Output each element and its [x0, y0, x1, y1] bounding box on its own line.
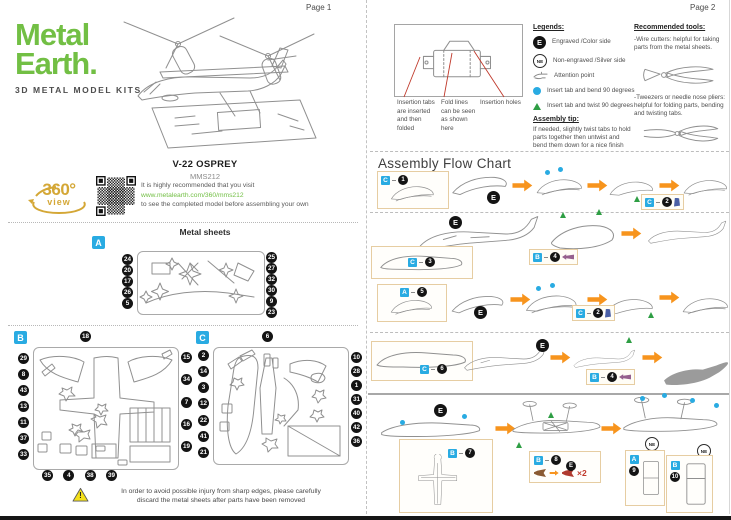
insert-bend-dot	[400, 420, 405, 425]
label-dash	[587, 313, 591, 314]
sheet-c-right-parts	[351, 352, 362, 447]
assembly-tip-text: If needed, slightly twist tabs to hold parts together then untwist and bend them down for a nice finish	[533, 126, 631, 150]
step-box-c1	[377, 171, 449, 209]
label-dash	[411, 292, 415, 293]
part-number: 28	[352, 368, 360, 375]
part-number-badge: 10	[671, 474, 679, 480]
part-number: 43	[19, 387, 27, 394]
label-dash	[392, 180, 396, 181]
insert-bend-dot	[536, 286, 541, 291]
part-number: 17	[123, 278, 131, 285]
part-number-badge: 8	[551, 455, 561, 465]
insert-bend-dot	[662, 393, 667, 398]
part-thumbnail	[562, 253, 574, 261]
part-number: 36	[352, 438, 360, 445]
part-number: 1	[351, 380, 362, 391]
legend-label: Attention point	[554, 71, 595, 79]
tools-title: Recommended tools:	[634, 24, 706, 31]
legend-insert-bend	[533, 87, 635, 95]
tools-tweezers-text: -Tweezers or needle nose pliers: helpful for folding parts, bending and twisting tabs.	[634, 94, 726, 118]
insert-twist-triangle-icon	[533, 103, 541, 110]
stage-sketch	[548, 212, 618, 254]
model-name: V-22 OSPREY	[172, 159, 238, 170]
sheet-c	[213, 347, 349, 465]
insert-bend-dot	[545, 170, 550, 175]
sheet-a-parts-drawing	[138, 252, 264, 314]
step-label-c2-mirror	[572, 305, 615, 321]
engraved-badge: E	[566, 461, 576, 471]
attention-hand-icon	[533, 71, 548, 81]
legend-engraved	[533, 36, 611, 49]
flow-divider	[370, 332, 729, 333]
sheet-a-tag: A	[92, 236, 105, 249]
osprey-line-drawing	[100, 8, 340, 156]
non-engraved-badge: NE	[697, 444, 711, 458]
sheet-b-top-parts	[80, 331, 91, 342]
label-dash	[601, 377, 605, 378]
part-number: 31	[352, 396, 360, 403]
label-dash	[459, 453, 463, 454]
red-wing-assembly-sketch	[447, 162, 511, 200]
flow-arrow-icon	[549, 351, 571, 364]
sheet-b-tag: B	[14, 331, 27, 344]
osprey-rotors-up-sketch	[508, 396, 608, 451]
b8-duplicate-row	[534, 463, 587, 478]
sheet-letter-tag: B	[534, 456, 543, 465]
part-number-badge: 1	[398, 175, 408, 185]
stage-sketch	[681, 289, 731, 323]
engraved-badge: E	[474, 306, 487, 319]
sheet-b-left-parts	[18, 353, 29, 460]
part-number: 15	[182, 354, 190, 361]
sheet-c-top-parts	[262, 331, 273, 342]
part-number: 39	[107, 472, 115, 479]
insert-bend-dot	[714, 403, 719, 408]
part-number: 4	[63, 470, 74, 481]
step-label-a5	[400, 287, 427, 297]
sheet-letter-tag: B	[671, 461, 680, 470]
cross-frame-part-sketch	[410, 454, 466, 508]
insert-twist-triangle	[560, 212, 566, 218]
step-label-c6	[420, 364, 447, 374]
tools-wire-cutters-text: -Wire cutters: helpful for taking parts from the metal sheets.	[634, 36, 720, 52]
step-label-c2	[641, 194, 684, 210]
stage-sketch	[646, 210, 730, 255]
step-box-b8	[529, 451, 601, 483]
step-box-a5	[377, 284, 447, 322]
part-number: 29	[19, 355, 27, 362]
page2-label: Page 2	[690, 3, 716, 12]
part-number: 26	[123, 289, 131, 296]
insert-twist-triangle	[648, 312, 654, 318]
legends-title: Legends:	[533, 24, 565, 31]
recommendation-line1: It is highly recommended that you visit	[141, 182, 255, 189]
part-thumbnail	[605, 309, 611, 318]
engraved-badge: E	[449, 216, 462, 229]
part-number: 2	[198, 350, 209, 361]
sheet-letter-tag: C	[381, 176, 390, 185]
part-number: 40	[352, 410, 360, 417]
needle-nose-pliers-icon	[640, 119, 722, 148]
warning-text: In order to avoid possible injury from sharp edges, please carefully discard the metal sheets after parts have been removed	[121, 488, 321, 505]
part-number: 34	[182, 376, 190, 384]
part-number: 18	[81, 333, 89, 340]
stage-sketch	[682, 171, 730, 204]
legend-attention	[533, 71, 594, 81]
part-number: 16	[182, 420, 190, 428]
recommendation-text	[141, 181, 351, 210]
sheet-c-tag: C	[196, 331, 209, 344]
flow-divider	[370, 151, 729, 152]
wing-part-sketch	[380, 294, 444, 320]
part-number: 20	[123, 267, 131, 274]
assembly-flow-chart-title: Assembly Flow Chart	[378, 156, 512, 171]
section-divider	[8, 222, 358, 223]
label-dash	[656, 202, 660, 203]
warning-icon	[72, 487, 89, 502]
step-label-c1	[381, 175, 408, 185]
logo-text-earth: Earth.	[15, 45, 97, 81]
part-number: 24	[123, 256, 131, 263]
part-number-badge: 2	[662, 197, 672, 207]
part-number: 3	[198, 382, 209, 393]
insert-bend-dot-icon	[533, 87, 541, 95]
part-number-badge: 2	[593, 308, 603, 318]
part-number: 30	[267, 287, 275, 294]
part-thumbnail	[619, 373, 631, 381]
part-number: 25	[267, 254, 275, 261]
badge-360-view	[26, 176, 92, 218]
times-two-label: ×2	[577, 468, 587, 478]
insertion-label-folds: Fold lines can be seen as shown here	[441, 99, 476, 132]
qr-code	[96, 176, 136, 216]
logo-text-metal: Metal	[15, 17, 90, 52]
sheet-a	[137, 251, 265, 315]
part-number: 5	[122, 298, 133, 309]
sheet-a-right-parts	[266, 252, 277, 316]
sheet-a-left-parts	[122, 254, 133, 309]
part-number: 14	[199, 368, 207, 376]
label-dash	[545, 460, 549, 461]
part-number: 9	[266, 296, 277, 307]
flow-arrow-icon	[511, 179, 533, 192]
part-number-badge: 4	[607, 372, 617, 382]
part-number: 11	[18, 417, 29, 428]
panel-part-sketch	[685, 459, 707, 509]
insert-twist-triangle	[516, 442, 522, 448]
part-number: 21	[199, 448, 207, 456]
legend-non-engraved	[533, 54, 625, 68]
recommendation-line2: to see the completed model before assembling your own	[141, 201, 309, 209]
step-box-b7	[399, 439, 493, 513]
insert-twist-triangle	[626, 337, 632, 343]
sheet-letter-tag: B	[448, 449, 457, 458]
non-engraved-badge-icon: NE	[533, 54, 547, 68]
part-thumbnail	[674, 198, 680, 207]
step-label-b4	[529, 249, 578, 265]
model-title-block	[120, 159, 290, 181]
part-thumbnail	[534, 469, 546, 477]
part-number: 33	[19, 451, 27, 458]
sheet-letter-tag: B	[590, 373, 599, 382]
insertion-label-holes: Insertion holes	[480, 99, 521, 106]
legend-label: Engraved /Color side	[552, 38, 611, 46]
non-engraved-badge: NE	[645, 437, 659, 451]
warning-exclamation: !	[79, 491, 82, 500]
part-number: 38	[86, 472, 94, 479]
part-number: 35	[43, 472, 51, 479]
step-label-b4-mirror	[586, 369, 635, 385]
part-number: 42	[352, 424, 360, 431]
engraved-badge: E	[487, 191, 500, 204]
part-number: 41	[199, 432, 207, 440]
insert-bend-dot	[690, 398, 695, 403]
part-number: 32	[267, 276, 275, 283]
flow-arrow-icon	[620, 227, 642, 240]
legend-label: Insert tab and twist 90 degrees	[547, 102, 634, 109]
page1-label: Page 1	[306, 3, 332, 12]
insert-twist-triangle	[548, 412, 554, 418]
osprey-final-stage-sketch	[616, 392, 728, 450]
part-number: 6	[262, 331, 273, 342]
part-number: 37	[19, 435, 27, 442]
part-number: 13	[19, 403, 27, 410]
part-number-badge: 6	[437, 364, 447, 374]
engraved-badge: E	[536, 339, 549, 352]
mini-arrow-icon	[549, 469, 559, 477]
part-number: 27	[267, 265, 275, 272]
engraved-badge: E	[434, 404, 447, 417]
sheet-c-left-parts	[198, 350, 209, 458]
insert-bend-dot	[550, 283, 555, 288]
recommendation-url: www.metalearth.com/360/mms212	[141, 191, 244, 199]
step-label-b10	[670, 461, 680, 482]
label-dash	[419, 262, 423, 263]
scan-edge-right	[729, 0, 730, 514]
engraved-badge-icon: E	[533, 36, 546, 49]
sheet-letter-tag: C	[576, 309, 585, 318]
stage-sketch	[535, 170, 585, 204]
step-box-c6	[371, 341, 473, 381]
sheet-c-parts-drawing	[214, 348, 348, 464]
insertion-leader-lines	[394, 45, 521, 101]
part-number-badge: 9	[629, 466, 639, 476]
part-number-badge: 5	[417, 287, 427, 297]
sheet-letter-tag: C	[408, 258, 417, 267]
sheet-b-parts-drawing	[34, 348, 178, 469]
scan-edge-bottom	[0, 516, 731, 520]
page-divider	[366, 0, 367, 514]
part-number-badge: 3	[425, 257, 435, 267]
sheet-letter-tag: C	[645, 198, 654, 207]
sheet-letter-tag: B	[533, 253, 542, 262]
section-divider	[8, 325, 358, 326]
part-number: 22	[199, 416, 207, 424]
badge-360-text: 360° view	[42, 180, 76, 207]
part-number: 8	[18, 369, 29, 380]
part-number-badge: 4	[550, 252, 560, 262]
panel-part-sketch	[642, 454, 660, 502]
flow-arrow-icon	[658, 291, 680, 304]
step-label-c3	[408, 257, 435, 267]
legend-insert-twist	[533, 102, 633, 110]
step-box-a9	[625, 450, 665, 506]
step-label-b8	[534, 455, 561, 465]
legend-label: Insert tab and bend 90 degrees	[547, 87, 635, 94]
assembly-tip-title: Assembly tip:	[533, 116, 579, 123]
flow-arrow-icon	[658, 179, 680, 192]
sheet-letter-tag: C	[420, 365, 429, 374]
sheet-b	[33, 347, 179, 470]
sheet-letter-tag: A	[400, 288, 409, 297]
insert-bend-dot	[462, 414, 467, 419]
insert-bend-dot	[558, 167, 563, 172]
part-number: 7	[181, 397, 192, 408]
wire-cutters-icon	[638, 58, 720, 92]
sheet-letter-tag: A	[630, 455, 639, 464]
model-sku: MMS212	[189, 172, 220, 181]
insert-twist-triangle	[596, 209, 602, 215]
label-dash	[431, 369, 435, 370]
part-number: 10	[352, 354, 360, 361]
step-box-c3	[371, 246, 473, 279]
legend-label: Non-engraved /Silver side	[553, 56, 626, 64]
part-number: 12	[199, 400, 207, 408]
logo-tagline: 3D METAL MODEL KITS	[15, 85, 142, 96]
sheet-b-bottom-parts	[42, 470, 117, 481]
insertion-label-tabs: Insertion tabs are inserted and then folded	[397, 99, 435, 132]
metal-sheets-title: Metal sheets	[179, 227, 231, 237]
label-dash	[544, 257, 548, 258]
insert-twist-triangle	[634, 196, 640, 202]
step-label-b7	[448, 448, 475, 458]
flow-arrow-icon	[641, 351, 663, 364]
gray-silhouette-sketch	[662, 352, 730, 396]
step-box-b10	[666, 455, 713, 513]
insert-bend-dot	[640, 396, 645, 401]
part-number: 19	[182, 443, 190, 450]
step-label-a9	[629, 455, 639, 476]
part-number: 23	[267, 309, 275, 316]
flow-arrow-icon	[586, 179, 608, 192]
sheet-b-right-parts	[181, 352, 192, 452]
painted-part	[562, 463, 574, 477]
part-number-badge: 7	[465, 448, 475, 458]
